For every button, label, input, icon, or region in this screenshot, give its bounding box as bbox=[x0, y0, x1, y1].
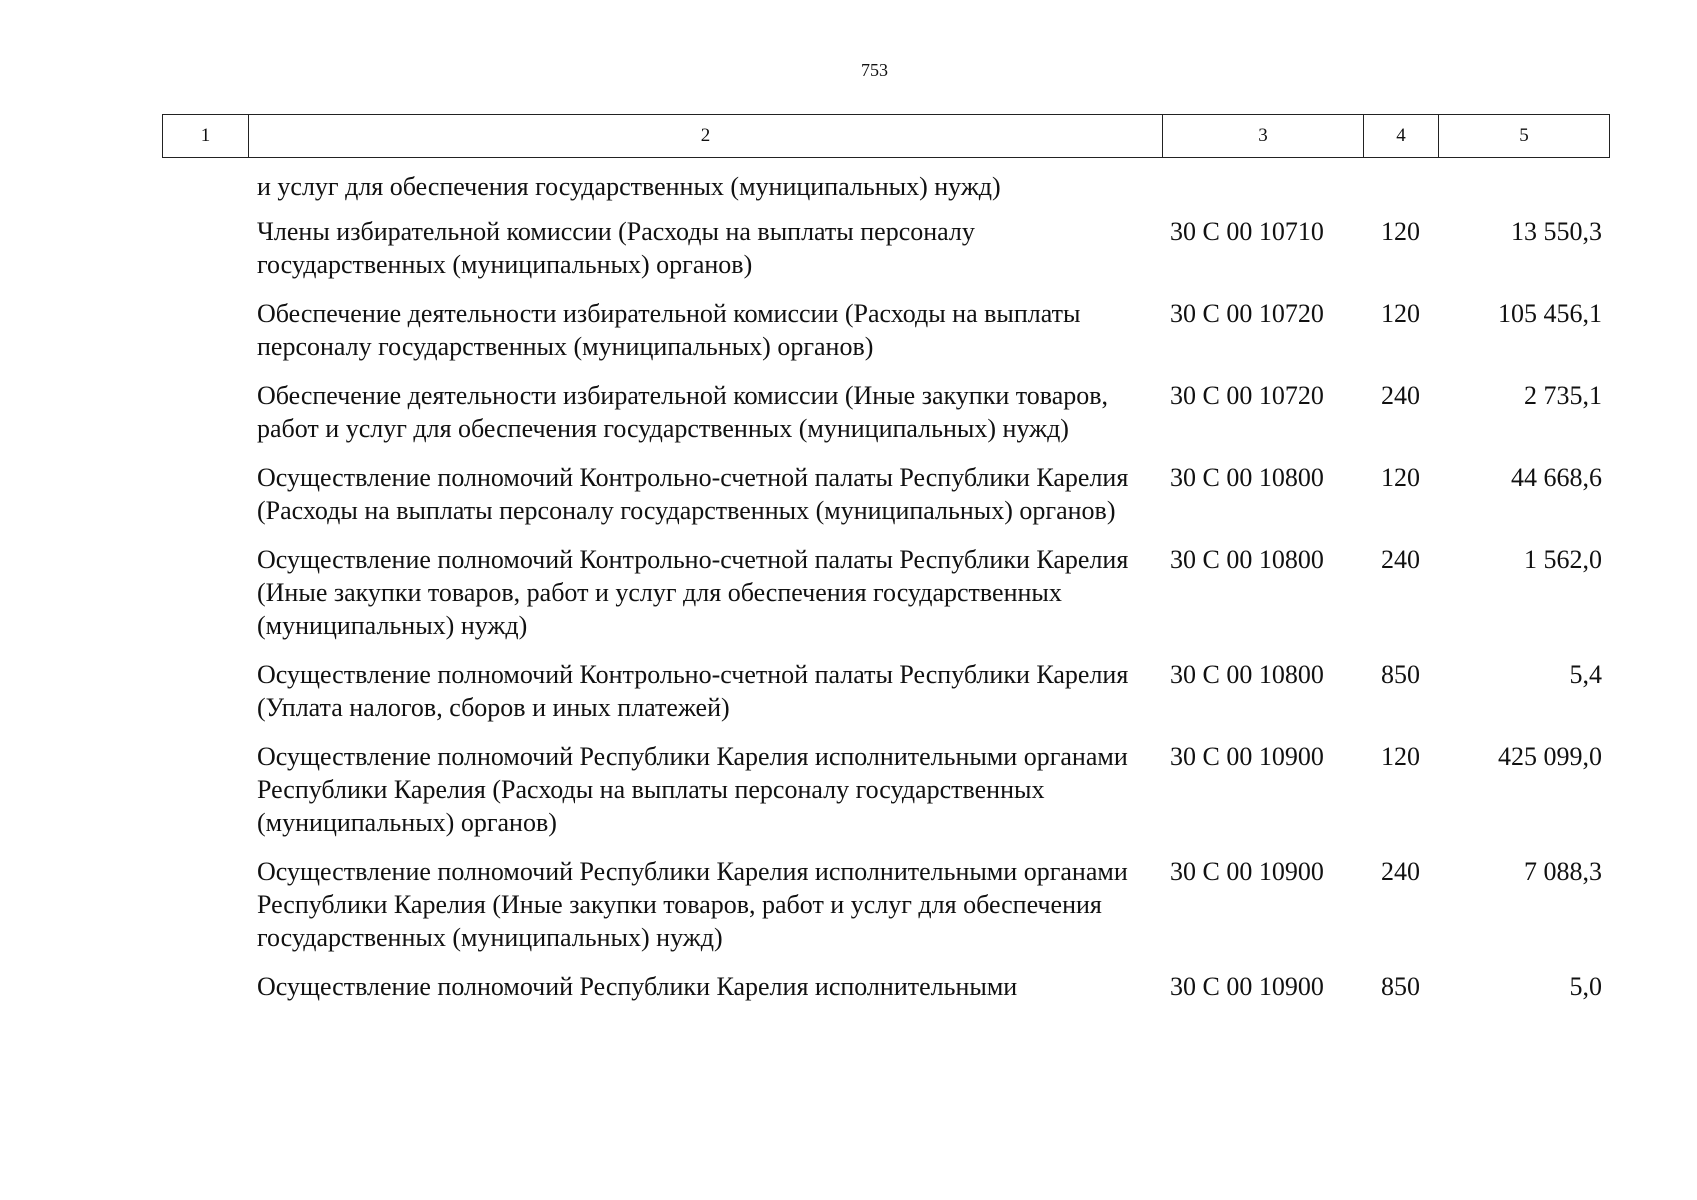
row-name: Осуществление полномочий Контрольно-счетной палаты Республики Карелия (Уплата налогов, сборов и иных платежей) bbox=[257, 660, 1129, 722]
row-code: 30 С 00 10720 bbox=[1170, 381, 1324, 410]
table-row bbox=[162, 297, 1610, 363]
column-header-2: 2 bbox=[249, 115, 1163, 157]
row-type: 850 bbox=[1381, 972, 1420, 1001]
table-row bbox=[162, 658, 1610, 724]
row-name: Осуществление полномочий Контрольно-счетной палаты Республики Карелия (Иные закупки товаров, работ и услуг для обеспечения государственных (муниципальных) нужд) bbox=[257, 545, 1129, 640]
row-type: 240 bbox=[1381, 857, 1420, 886]
row-code: 30 С 00 10800 bbox=[1170, 660, 1324, 689]
row-code: 30 С 00 10800 bbox=[1170, 463, 1324, 492]
page-number: 753 bbox=[861, 60, 888, 80]
row-code: 30 С 00 10900 bbox=[1170, 972, 1324, 1001]
row-code: 30 С 00 10720 bbox=[1170, 299, 1324, 328]
row-amount: 5,4 bbox=[1569, 660, 1602, 689]
row-name: Члены избирательной комиссии (Расходы на выплаты персоналу государственных (муниципальных) органов) bbox=[257, 217, 975, 279]
table-row bbox=[162, 461, 1610, 527]
row-name: Осуществление полномочий Республики Карелия исполнительными bbox=[257, 972, 1018, 1001]
table-row bbox=[162, 379, 1610, 445]
table-row bbox=[162, 970, 1610, 1003]
table-header bbox=[162, 114, 1610, 158]
row-name: Осуществление полномочий Республики Карелия исполнительными органами Республики Карелия (Расходы на выплаты персоналу государственных (муниципальных) органов) bbox=[257, 742, 1128, 837]
row-type: 120 bbox=[1381, 742, 1420, 771]
row-amount: 5,0 bbox=[1569, 972, 1602, 1001]
table-body bbox=[162, 170, 1610, 1019]
row-type: 850 bbox=[1381, 660, 1420, 689]
row-amount: 7 088,3 bbox=[1524, 857, 1602, 886]
column-header-1: 1 bbox=[163, 115, 249, 157]
table-row bbox=[162, 855, 1610, 954]
row-type: 240 bbox=[1381, 545, 1420, 574]
row-amount: 44 668,6 bbox=[1511, 463, 1602, 492]
row-name: Обеспечение деятельности избирательной комиссии (Иные закупки товаров, работ и услуг для обеспечения государственных (муниципальных) нужд) bbox=[257, 381, 1109, 443]
row-name: Осуществление полномочий Контрольно-счетной палаты Республики Карелия (Расходы на выплаты персоналу государственных (муниципальных) органов) bbox=[257, 463, 1129, 525]
continuation-text: и услуг для обеспечения государственных (муниципальных) нужд) bbox=[257, 172, 1001, 201]
row-code: 30 С 00 10900 bbox=[1170, 742, 1324, 771]
column-header-3: 3 bbox=[1163, 115, 1364, 157]
row-name: Осуществление полномочий Республики Карелия исполнительными органами Республики Карелия (Иные закупки товаров, работ и услуг для обеспечения государственных (муниципальных) нужд) bbox=[257, 857, 1128, 952]
column-header-5: 5 bbox=[1519, 125, 1529, 146]
table-row bbox=[162, 215, 1610, 281]
row-amount: 105 456,1 bbox=[1498, 299, 1602, 328]
row-code: 30 С 00 10900 bbox=[1170, 857, 1324, 886]
row-type: 120 bbox=[1381, 299, 1420, 328]
row-amount: 1 562,0 bbox=[1524, 545, 1602, 574]
row-type: 120 bbox=[1381, 217, 1420, 246]
row-code: 30 С 00 10710 bbox=[1170, 217, 1324, 246]
row-amount: 2 735,1 bbox=[1524, 381, 1602, 410]
row-amount: 425 099,0 bbox=[1498, 742, 1602, 771]
column-header-4: 4 bbox=[1364, 115, 1439, 157]
table-row bbox=[162, 543, 1610, 642]
row-type: 120 bbox=[1381, 463, 1420, 492]
row-name: Обеспечение деятельности избирательной комиссии (Расходы на выплаты персоналу государственных (муниципальных) органов) bbox=[257, 299, 1081, 361]
continuation-row bbox=[162, 170, 1610, 203]
row-amount: 13 550,3 bbox=[1511, 217, 1602, 246]
row-code: 30 С 00 10800 bbox=[1170, 545, 1324, 574]
table-row bbox=[162, 740, 1610, 839]
row-type: 240 bbox=[1381, 381, 1420, 410]
